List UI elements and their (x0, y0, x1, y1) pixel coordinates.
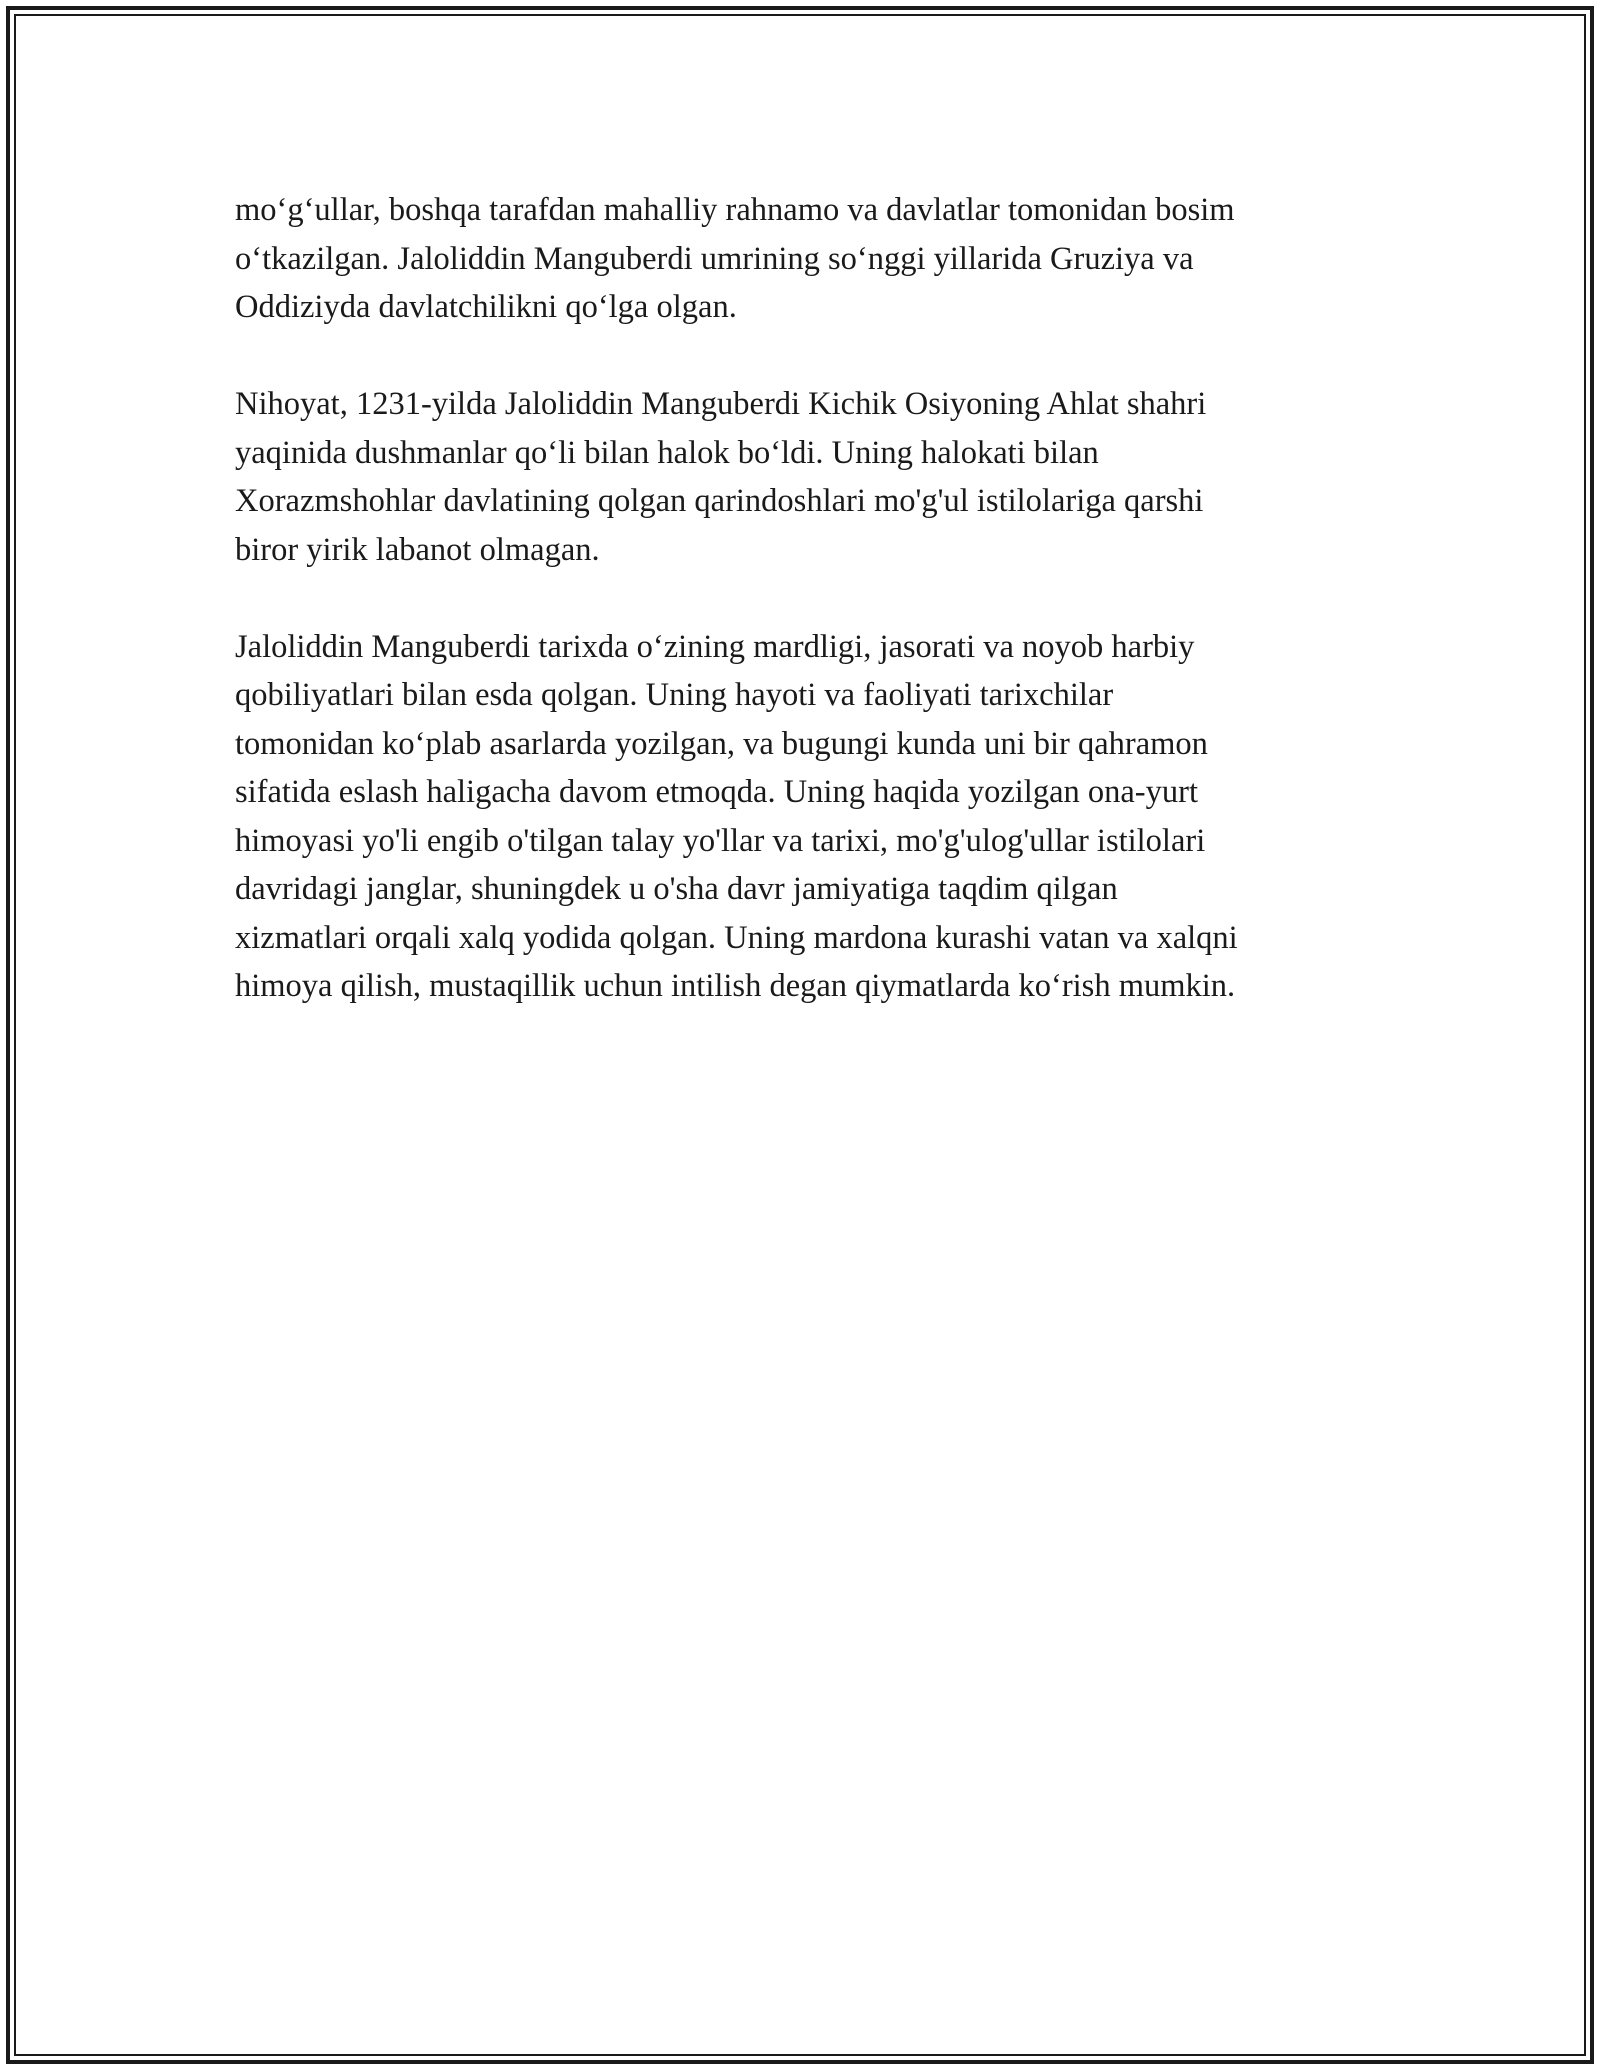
document-body (235, 186, 1385, 1059)
text-line: sifatida eslash haligacha davom etmoqda. Uning haqida yozilgan ona-yurt (235, 774, 1198, 810)
text-line: himoyasi yo'li engib o'tilgan talay yo'llar va tarixi, mo'g'ulog'ullar istilolari (235, 822, 1206, 859)
paragraph-1 (235, 186, 1385, 332)
text-line: Jaloliddin Manguberdi tarixda o‘zining mardligi, jasorati va noyob harbiy (235, 628, 1195, 665)
paragraph-2 (235, 380, 1385, 574)
text-line: Xorazmshohlar davlatining qolgan qarindoshlari mo'g'ul istilolariga qarshi (235, 483, 1204, 519)
text-line: biror yirik labanot olmagan. (235, 531, 600, 568)
text-line: qobiliyatlari bilan esda qolgan. Uning hayoti va faoliyati tarixchilar (235, 677, 1114, 713)
text-line: o‘tkazilgan. Jaloliddin Manguberdi umrining so‘nggi yillarida Gruziya va (235, 240, 1194, 277)
text-line: yaqinida dushmanlar qo‘li bilan halok bo‘ldi. Uning halokati bilan (235, 434, 1099, 471)
text-line: tomonidan ko‘plab asarlarda yozilgan, va bugungi kunda uni bir qahramon (235, 725, 1208, 762)
text-line: mo‘g‘ullar, boshqa tarafdan mahalliy rahnamo va davlatlar tomonidan bosim (235, 192, 1235, 228)
text-line: himoya qilish, mustaqillik uchun intilish degan qiymatlarda ko‘rish mumkin. (235, 968, 1236, 1004)
text-line: Oddiziyda davlatchilikni qo‘lga olgan. (235, 289, 737, 325)
text-line: xizmatlari orqali xalq yodida qolgan. Uning mardona kurashi vatan va xalqni (235, 919, 1238, 956)
text-line: Nihoyat, 1231-yilda Jaloliddin Manguberdi Kichik Osiyoning Ahlat shahri (235, 386, 1207, 422)
text-line: davridagi janglar, shuningdek u o'sha davr jamiyatiga taqdim qilgan (235, 871, 1118, 907)
paragraph-3 (235, 623, 1385, 1011)
